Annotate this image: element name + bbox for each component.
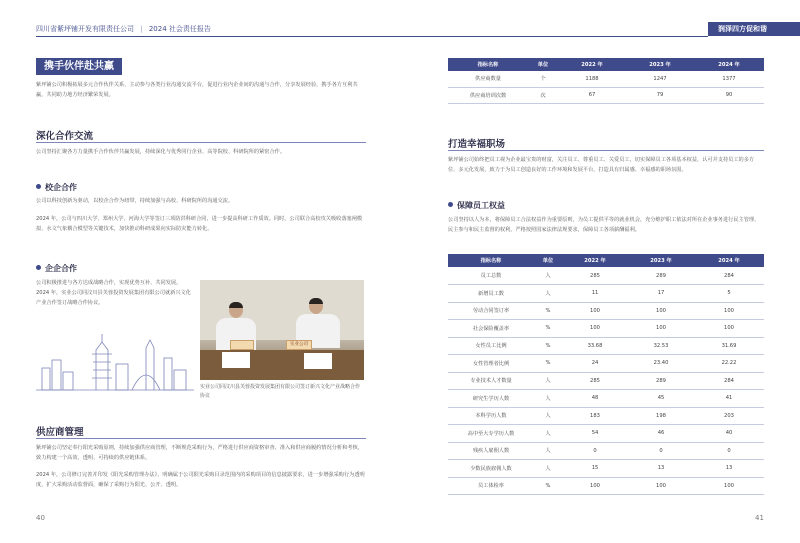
table-cell: 社会保险覆盖率: [448, 320, 534, 338]
section-rule: [36, 142, 366, 143]
table-cell: 研究生学历人数: [448, 390, 534, 408]
table-row: [448, 355, 764, 373]
table-row: [448, 460, 764, 478]
skyline-building: [63, 372, 73, 390]
table-cell: 45: [628, 390, 694, 408]
subheading-enterprise: [36, 263, 77, 274]
table-cell: 32.53: [628, 337, 694, 355]
table-cell: 人: [534, 372, 562, 390]
table-row: [448, 320, 764, 338]
table-cell: %: [534, 355, 562, 373]
skyline-tower: [146, 340, 154, 390]
table-cell: 人: [534, 285, 562, 303]
table-row: [448, 477, 764, 495]
table-cell: 人: [534, 460, 562, 478]
header-company-name: 四川省紫坪铺开发有限责任公司: [36, 25, 134, 33]
subheading-rights: [448, 200, 505, 211]
page-title: 携手伙伴赴共赢: [36, 58, 122, 75]
table-cell: 个: [528, 71, 558, 87]
section-rule: [448, 150, 764, 151]
skyline-pagoda: [96, 342, 108, 390]
signing-photo: [200, 280, 364, 380]
table-header-cell: 2023 年: [628, 254, 694, 267]
table-cell: 46: [628, 425, 694, 443]
page-number-right: 41: [755, 514, 764, 522]
bullet-dot-icon: [448, 202, 453, 207]
table-cell: 183: [562, 407, 628, 425]
table-cell: 284: [694, 372, 764, 390]
subheading-school: [36, 182, 77, 193]
table-row: [448, 442, 764, 460]
photo-placard-left: [230, 340, 254, 350]
table-cell: 289: [628, 267, 694, 285]
skyline-building: [42, 368, 50, 390]
table-cell: %: [534, 320, 562, 338]
table-cell: 100: [562, 302, 628, 320]
supplier-text-2: 2024 年，公司修订完善并印发《阳光采购管理办法》，明确属于公司阳光采购目录范围内的采购项目的信息披露要求，进一步增强采购行为透明度，扩大采购活动监督面，确保了采购行为阳光、公开、透明。: [36, 472, 365, 488]
table-cell: 女性管理者比例: [448, 355, 534, 373]
table-cell: 284: [694, 267, 764, 285]
table-cell: 次: [528, 87, 558, 103]
table-cell: 13: [694, 460, 764, 478]
table-header-cell: 2024 年: [694, 254, 764, 267]
photo-placard-right: 实业公司: [286, 340, 312, 350]
header-badge: 润泽四方促和谐: [708, 22, 800, 36]
table-header-cell: 2023 年: [626, 58, 694, 71]
table-cell: 供应商培训次数: [448, 87, 528, 103]
skyline-building: [164, 358, 172, 390]
table-cell: 1188: [558, 71, 626, 87]
table-cell: %: [534, 302, 562, 320]
table-cell: 54: [562, 425, 628, 443]
table-row: [448, 285, 764, 303]
header-report-name: 2024 社会责任报告: [148, 25, 211, 33]
table-cell: 22.22: [694, 355, 764, 373]
table-cell: 100: [694, 320, 764, 338]
table-cell: 198: [628, 407, 694, 425]
section-heading-cooperation: 深化合作交流: [36, 131, 94, 142]
school-text-2: 2024 年，公司与四川大学、郑州大学、河海大学等签订三项防洪科研合同，进一步提高科研工作质效。同时，公司联合高校攻关吸收落塞闸模拟、水文气象耦合模型等关键技术，加快推动科研成果向实际防灾能力转化。: [36, 216, 363, 232]
table-cell: 17: [628, 285, 694, 303]
skyline-pagoda-eaves: [92, 354, 112, 378]
photo-person-hair: [229, 302, 243, 308]
table-row: [448, 425, 764, 443]
table-cell: 人: [534, 442, 562, 460]
table-cell: 40: [694, 425, 764, 443]
table-cell: 人: [534, 267, 562, 285]
table-cell: 100: [562, 320, 628, 338]
table-header-cell: 2022 年: [562, 254, 628, 267]
bullet-dot-icon: [36, 184, 41, 189]
photo-document-right: [304, 353, 332, 369]
table-header-cell: 2024 年: [694, 58, 764, 71]
table-row: [448, 302, 764, 320]
table-cell: 285: [562, 372, 628, 390]
table-cell: 289: [628, 372, 694, 390]
table-cell: 人: [534, 407, 562, 425]
header-rule: [36, 36, 400, 37]
table-header-cell: 指标名称: [448, 254, 534, 267]
city-skyline-illustration: [36, 330, 194, 392]
table-cell: 供应商数量: [448, 71, 528, 87]
table-cell: 高中至大专学历人数: [448, 425, 534, 443]
table-cell: 1247: [626, 71, 694, 87]
photo-caption: 实业公司同汶川县芙蓉投资发展集团有限公司签订新兴文化产业战略合作协议: [200, 384, 361, 399]
table-row: [448, 267, 764, 285]
table-cell: 员工体检率: [448, 477, 534, 495]
table-cell: 100: [694, 477, 764, 495]
section-rule: [36, 438, 366, 439]
table-cell: 100: [694, 302, 764, 320]
employee-table: [448, 254, 764, 495]
table-cell: 0: [628, 442, 694, 460]
skyline-building: [174, 370, 186, 390]
table-cell: 23.40: [628, 355, 694, 373]
table-header-row: [448, 254, 764, 267]
table-cell: 人: [534, 425, 562, 443]
table-header-cell: 单位: [534, 254, 562, 267]
photo-document-left: [222, 352, 250, 368]
table-cell: 1377: [694, 71, 764, 87]
subheading-school-label: 校企合作: [45, 183, 77, 192]
enterprise-text: 公司积极推进与各方达成战略合作，实现优势互补、共同发展。2024 年，实业公司同汶川县芙蓉投资发展集团有限公司就新兴文化产业合作签订战略合作协议。: [36, 280, 191, 306]
cooperation-text: 公司坚持汇聚各方力量携手合作伙伴共赢发展，持续深化与优秀同行企业、高等院校、科研院所的紧密合作。: [36, 149, 286, 155]
subheading-rights-label: 保障员工权益: [457, 201, 505, 210]
table-row: [448, 71, 764, 87]
table-cell: 100: [628, 320, 694, 338]
table-cell: %: [534, 477, 562, 495]
supplier-text-1: 紫坪铺公司坚定奉行阳光采购原则，持续加强供应商管理，不断规范采购行为，严格进行供应商资格审查、准入和供应商履约情况分析和考核，致力构建一个高效、透明、可持续的供应链体系。: [36, 445, 363, 461]
bullet-dot-icon: [36, 265, 41, 270]
school-text-1: 公司以科技创新为驱动，以校企合作为纽带，持续加强与高校、科研院所的沟通交流。: [36, 198, 234, 204]
table-cell: 0: [562, 442, 628, 460]
supplier-table: [448, 58, 764, 104]
page-number-left: 40: [36, 514, 45, 522]
table-cell: 79: [626, 87, 694, 103]
table-cell: 100: [562, 477, 628, 495]
table-row: [448, 337, 764, 355]
subheading-enterprise-label: 企企合作: [45, 264, 77, 273]
table-cell: 新增员工数: [448, 285, 534, 303]
table-cell: 残疾人雇佣人数: [448, 442, 534, 460]
header-separator: |: [140, 25, 143, 33]
table-header-cell: 2022 年: [558, 58, 626, 71]
table-cell: 劳动合同签订率: [448, 302, 534, 320]
header-company: [36, 24, 211, 34]
table-cell: 33.68: [562, 337, 628, 355]
table-cell: 11: [562, 285, 628, 303]
table-cell: 24: [562, 355, 628, 373]
table-cell: %: [534, 337, 562, 355]
table-cell: 少数民族雇佣人数: [448, 460, 534, 478]
table-row: [448, 390, 764, 408]
photo-person-hair: [309, 298, 323, 304]
table-row: [448, 87, 764, 103]
table-cell: 13: [628, 460, 694, 478]
table-cell: 人: [534, 390, 562, 408]
table-cell: 0: [694, 442, 764, 460]
workplace-text: 紫坪铺公司始终把员工视为企业最宝贵的财富，关注员工、尊重员工、关爱员工，切实保障员工各项基本权益，认可并支持员工的多方位、多元化发展，致力于为员工创造良好的工作环境和发展平台，打造具有归属感、幸福感的职场氛围。: [448, 157, 755, 173]
table-cell: 48: [562, 390, 628, 408]
table-cell: 5: [694, 285, 764, 303]
intro-text: 紫坪铺公司积极拓展多元合作伙伴关系，主动参与各类行业沟通交流平台，促进行业内企业间的沟通与合作，分享发展经验，携手各方互利共赢，共同助力地方经济繁荣发展。: [36, 82, 358, 98]
skyline-building: [116, 364, 128, 390]
table-cell: 员工总数: [448, 267, 534, 285]
table-cell: 41: [694, 390, 764, 408]
table-cell: 100: [628, 302, 694, 320]
section-heading-supplier: 供应商管理: [36, 427, 84, 438]
table-header-cell: 指标名称: [448, 58, 528, 71]
skyline-building: [52, 360, 61, 390]
table-cell: 专业技术人才数量: [448, 372, 534, 390]
table-cell: 本科学历人数: [448, 407, 534, 425]
table-cell: 285: [562, 267, 628, 285]
rights-text: 公司坚持以人为本，将保障员工合法权益作为重要原则，为员工提供平等的就业机会，充分维护职工依法对所在企业事务进行民主管理、民主参与和民主监督的权利，严格按照国家法律法规要求，保障员工各项薪酬福利。: [448, 217, 760, 233]
table-cell: 女性员工比例: [448, 337, 534, 355]
header-rule: [400, 36, 708, 37]
table-cell: 67: [558, 87, 626, 103]
table-cell: 90: [694, 87, 764, 103]
table-cell: 100: [628, 477, 694, 495]
table-header-row: [448, 58, 764, 71]
section-heading-workplace: 打造幸福职场: [448, 139, 506, 150]
table-header-cell: 单位: [528, 58, 558, 71]
right-page: [400, 0, 800, 543]
table-row: [448, 407, 764, 425]
table-cell: 203: [694, 407, 764, 425]
table-cell: 15: [562, 460, 628, 478]
table-row: [448, 372, 764, 390]
table-cell: 31.69: [694, 337, 764, 355]
